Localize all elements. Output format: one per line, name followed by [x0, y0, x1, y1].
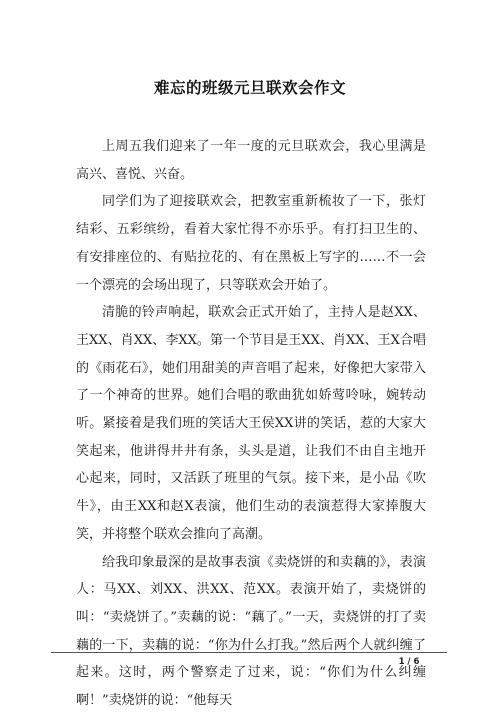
- paragraph-2: 同学们为了迎接联欢会，把教室重新梳妆了一下，张灯结彩、五彩缤纷，看着大家忙得不亦乐乎。有打扫卫生的、有安排座位的、有贴拉花的、有在黑板上写字的……不一会一个漂亮的会场出现了，只等联欢会开始了。: [76, 194, 426, 293]
- document-title: 难忘的班级元旦联欢会作文: [153, 78, 346, 97]
- paragraph-4: 给我印象最深的是故事表演《卖烧饼的和卖藕的》，表演人：马XX、刘XX、洪XX、范XX。表演开始了，卖烧饼的叫：“卖烧饼了。”卖藕的说：“藕了。”一天，卖烧饼的打了卖藕的一下，卖藕的说：“你为什么打我。”然后两个人就纠缠了起来。这时，两个警察走了过来，说：“你们为什么纠缠啊！”卖烧饼的说：“他每天: [76, 554, 426, 709]
- paragraph-1: 上周五我们迎来了一年一度的元旦联欢会，我心里满是高兴、喜悦、兴奋。: [76, 139, 426, 182]
- page-number: 1 / 6: [398, 657, 420, 667]
- footer-divider: [51, 652, 447, 653]
- document-body: [76, 133, 426, 715]
- paragraph-3: 清脆的铃声响起，联欢会正式开始了，主持人是赵XX、王XX、肖XX、李XX。第一个节目是王XX、肖XX、王X合唱的《雨花石》，她们用甜美的声音唱了起来，好像把大家带入了一个神奇的世界。她们合唱的歌曲犹如娇莺呤咏，婉转动听。紧接着是我们班的笑话大王侯XX讲的笑话，惹的大家大笑起来，他讲得井井有条，头头是道，让我们不由自主地开心起来，同时，又活跃了班里的气氛。接下来，是小品《吹牛》，由王XX和赵X表演，他们生动的表演惹得大家捧腹大笑，并将整个联欢会推向了高潮。: [76, 305, 426, 542]
